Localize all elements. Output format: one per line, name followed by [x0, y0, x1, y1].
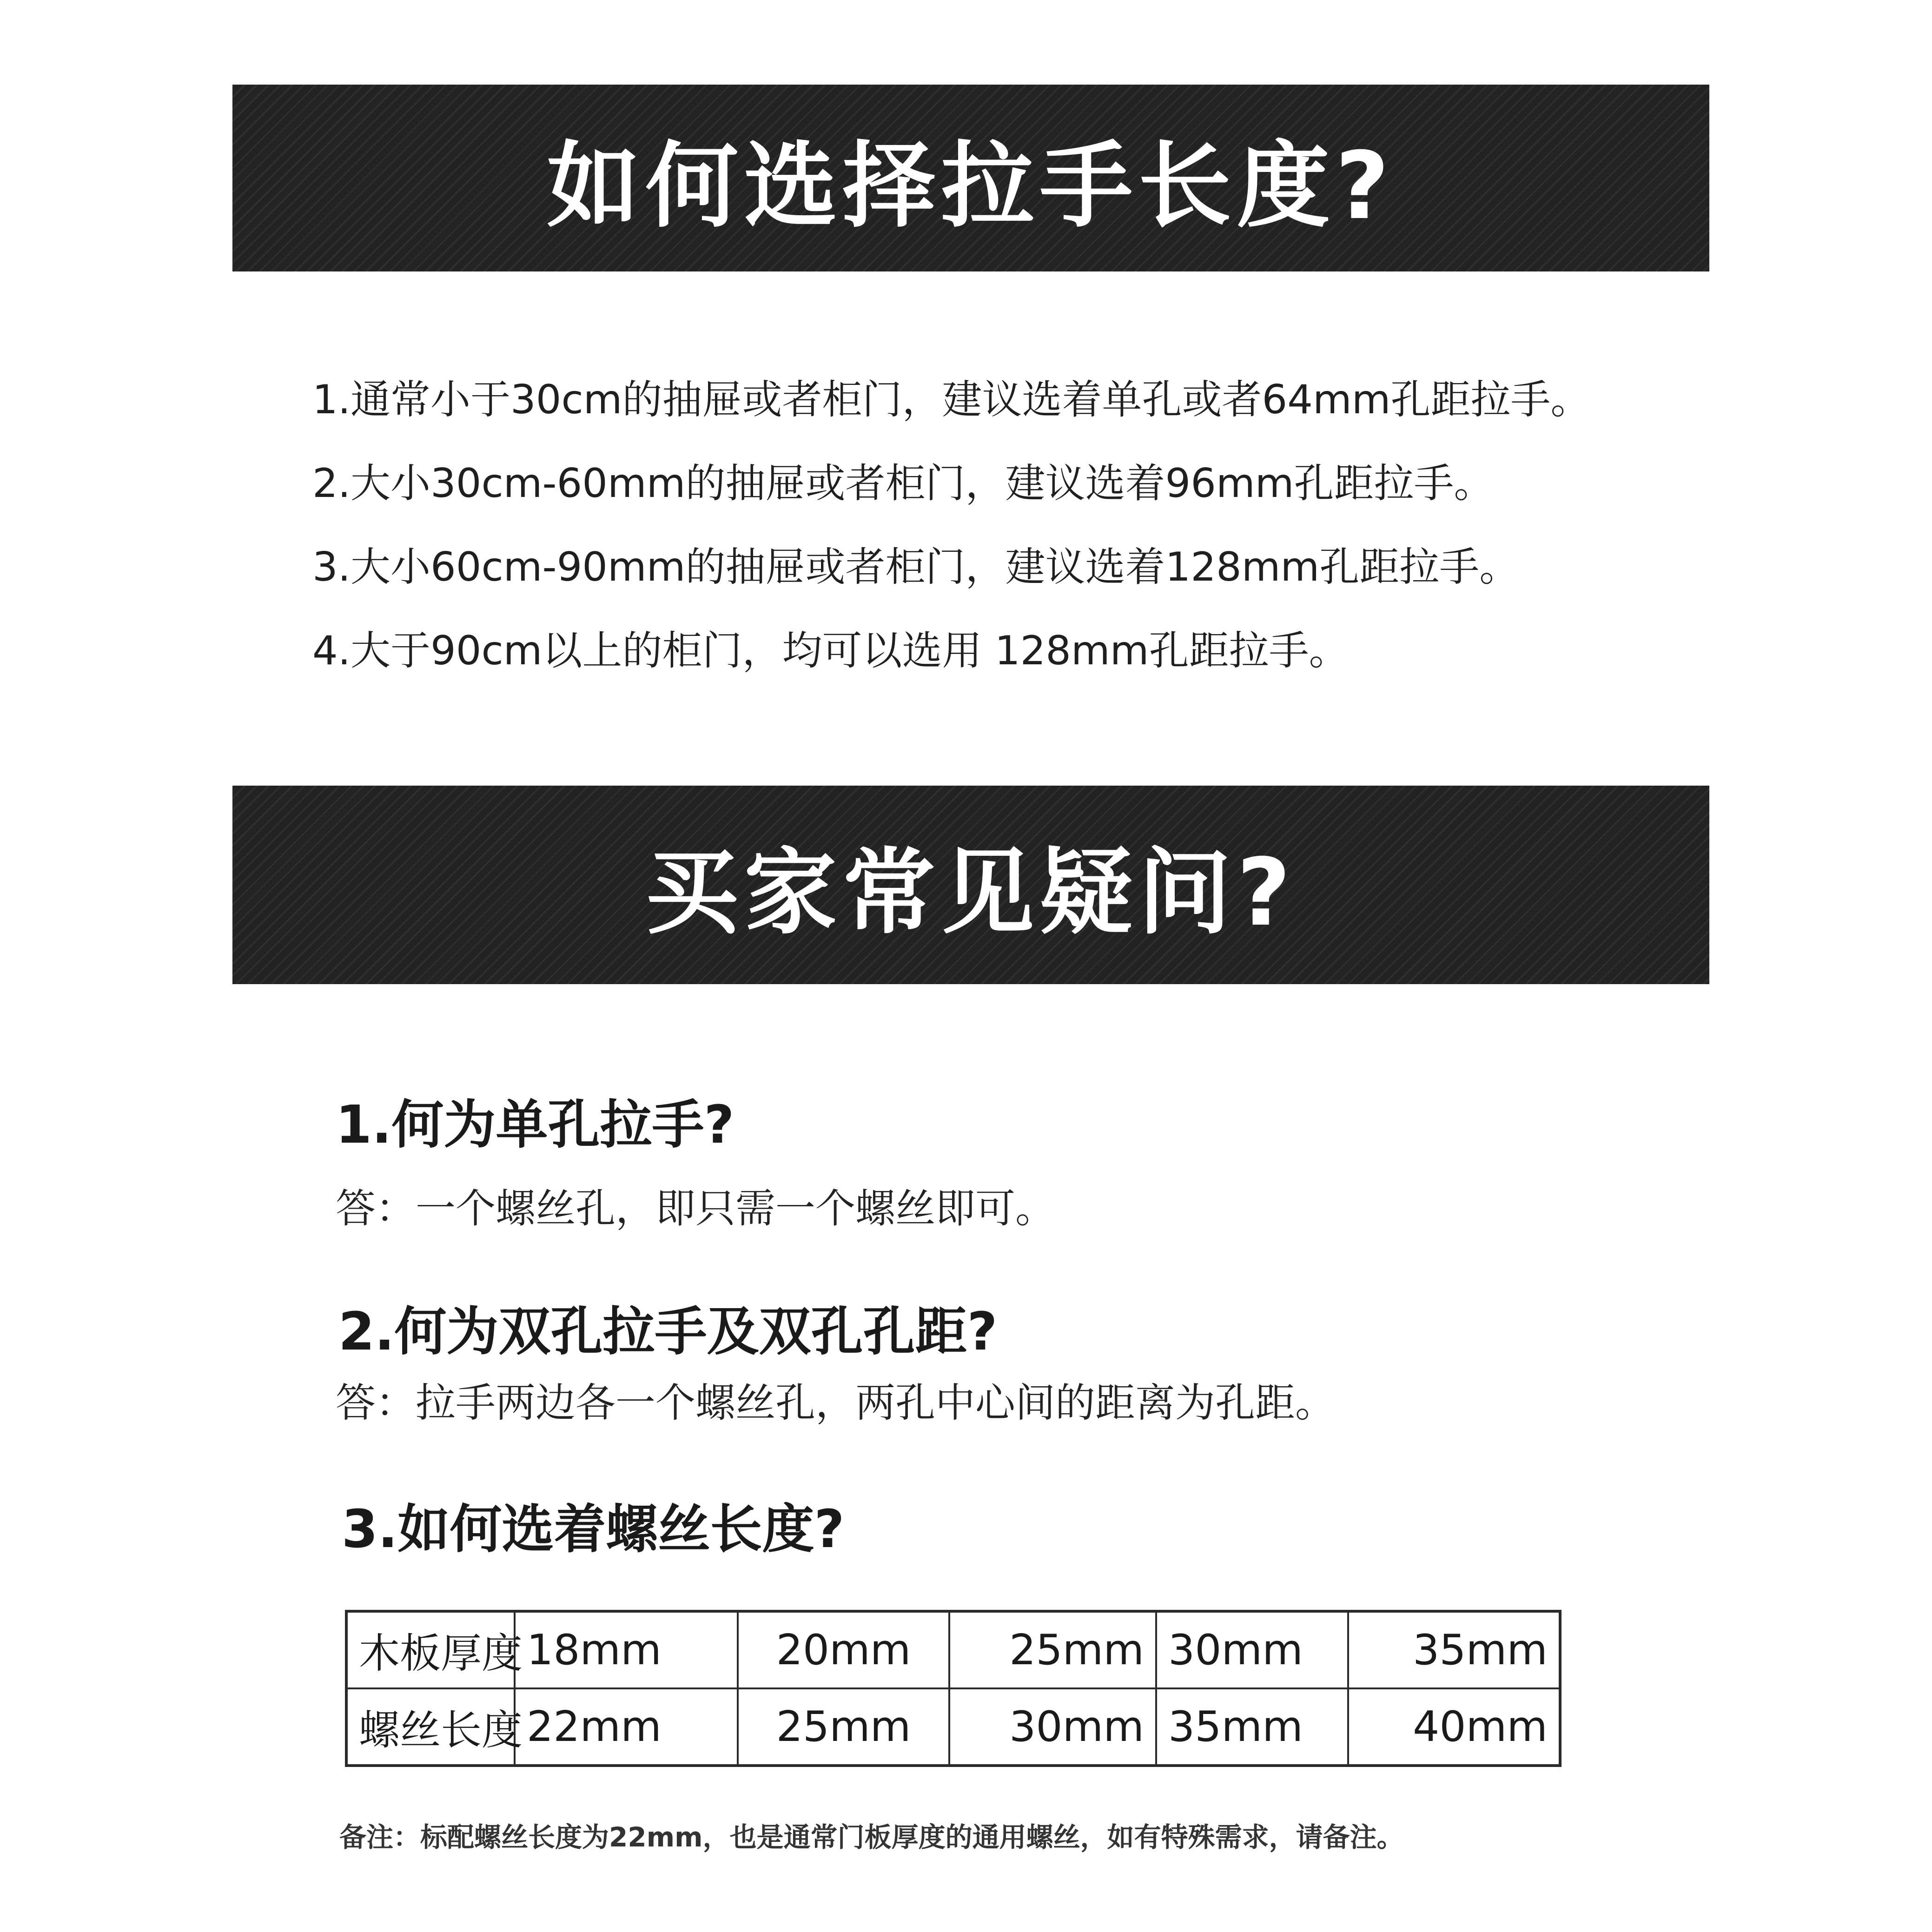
table-row-label: 螺丝长度 [346, 1688, 515, 1766]
screw-length-table [345, 1610, 1561, 1767]
table-cell: 22mm [515, 1688, 738, 1766]
section-title-handle-length: 如何选择拉手长度? [547, 132, 1395, 240]
table-cell: 30mm [1156, 1611, 1348, 1688]
table-cell: 18mm [515, 1611, 738, 1688]
faq-answer-double-hole: 答：拉手两边各一个螺丝孔，两孔中心间的距离为孔距。 [336, 1380, 1335, 1426]
rule-item: 1.通常小于30cm的抽屉或者柜门，建议选着单孔或者64mm孔距拉手。 [312, 377, 1591, 423]
faq-answer-single-hole: 答：一个螺丝孔，即只需一个螺丝即可。 [336, 1185, 1055, 1232]
table-cell: 35mm [1348, 1611, 1560, 1688]
table-cell: 25mm [738, 1688, 949, 1766]
rule-item: 4.大于90cm以上的柜门，均可以选用 128mm孔距拉手。 [312, 628, 1349, 674]
table-cell: 20mm [738, 1611, 949, 1688]
handle-length-rules-list [312, 358, 1591, 693]
table-cell: 40mm [1348, 1688, 1560, 1766]
faq-question-screw-length: 3.如何选着螺丝长度? [342, 1499, 845, 1560]
remark-note: 备注：标配螺丝长度为22mm，也是通常门板厚度的通用螺丝，如有特殊需求，请备注。 [339, 1821, 1404, 1853]
table-cell: 30mm [949, 1688, 1156, 1766]
section-title-faq: 买家常见疑问? [645, 839, 1297, 947]
rule-item: 2.大小30cm-60mm的抽屉或者柜门，建议选着96mm孔距拉手。 [312, 460, 1494, 507]
faq-question-single-hole: 1.何为单孔拉手? [336, 1095, 734, 1155]
table-row-board-thickness [346, 1611, 1560, 1688]
table-cell: 25mm [949, 1611, 1156, 1688]
section-banner-faq [232, 786, 1709, 984]
table-row-label: 木板厚度 [346, 1611, 515, 1688]
table-cell: 35mm [1156, 1688, 1348, 1766]
rule-item: 3.大小60cm-90mm的抽屉或者柜门，建议选着128mm孔距拉手。 [312, 544, 1520, 590]
table-row-screw-length [346, 1688, 1560, 1766]
section-banner-handle-length [232, 85, 1709, 271]
faq-question-double-hole: 2.何为双孔拉手及双孔孔距? [338, 1302, 998, 1362]
